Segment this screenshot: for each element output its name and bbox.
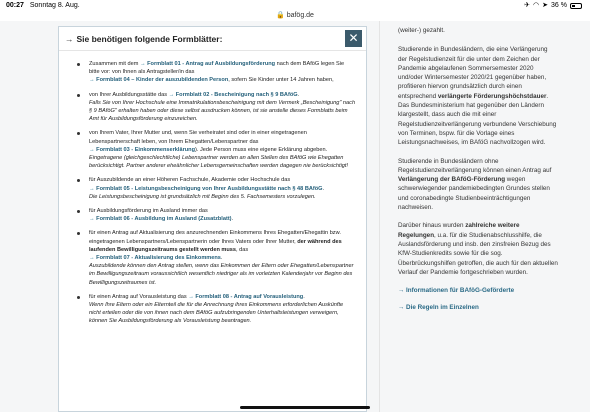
rules-link[interactable]: → Die Regeln im Einzelnen	[398, 304, 479, 312]
arrow-right-icon: →	[89, 77, 97, 84]
hint-text: Auszubildende können den Antrag stellen, wenn das Einkommen der Eltern oder Ehegatten/Lebenspartner im Bewilligungszeitraum voraussichtlich wesentlich niedriger als im vorletzten Kalenderjahr vor Beginn des Bewilligungszeitraumes ist.	[89, 263, 354, 286]
battery-icon	[570, 3, 582, 9]
paragraph: Studierende in Bundesländern, die eine Verlängerung der Regelstudienzeit für die unter dem Zeichen der Pandemie abgelaufenen Sommersemester 2020 und/oder Wintersemester 2020/21 gegenüber haben, profitieren hiervon grundsätzlich durch einen entsprechend verlängerte Förderungshöchstdauer. Das Bundesministerium hat gegenüber den Ländern klargestellt, dass auch die mit einer Regelstudienzeitverlängerung verbundene Verschiebung von Terminen, bspw. für die Vorlage eines Leistungsnachweises, im BAföG nachvollzogen wird.	[398, 46, 557, 147]
paragraph: Darüber hinaus wurden zahlreiche weitere Regelungen, u.a. für die Studienabschlusshilfe, die Auslandsförderung und insb. den zinsfreien Bezug des KfW-Studienkredits sowie für die sog. Überbrückungshilfen getroffen, die auch für den aktuellen Verlauf der Pandemie fortgeschrieben wurden.	[398, 222, 558, 276]
url-text: bafög.de	[286, 12, 314, 19]
wifi-icon: ◠	[533, 2, 540, 9]
list-item: von Ihrer Ausbildungsstätte das → Formblatt 02 - Bescheinigung nach § 9 BAföG. Falls Sie von Ihrer Hochschule eine Immatrikulationsbescheinigung mit dem Vermerk „Bescheinigung" nach § 9 BAföG" erhalten haben oder diese selbst ausdrucken können, ist sie anstelle dieses Formblatts beim Amt für Ausbildungsförderung einzureichen.	[77, 91, 356, 124]
hint-text: Falls Sie von Ihrer Hochschule eine Immatrikulationsbescheinigung mit dem Vermerk „Bescheinigung" nach § 9 BAföG" erhalten haben oder diese selbst ausdrucken können, ist sie anstelle dieses Formblatts beim Amt für Ausbildungsförderung einzureichen.	[89, 99, 356, 123]
list-item: Zusammen mit dem → Formblatt 01 - Antrag auf Ausbildungsförderung nach dem BAföG legen Sie bitte vor: von Ihnen als Antragsteller/in das → Formblatt 04 – Kinder der auszubildenden Person, sofern Sie Kinder unter 14 Jahren haben,	[77, 60, 356, 85]
arrow-right-icon: →	[89, 146, 97, 153]
battery-percent: 36 %	[551, 2, 567, 9]
info-link[interactable]: → Informationen für BAföG-Geförderte	[398, 287, 515, 295]
arrow-right-icon: →	[89, 255, 97, 262]
form-link-08[interactable]: → Formblatt 08 - Antrag auf Vorausleistung	[188, 293, 304, 300]
form-link-02[interactable]: → Formblatt 02 - Bescheinigung nach § 9 BAföG	[168, 91, 298, 98]
arrow-right-icon: →	[168, 91, 176, 98]
text-fragment: (weiter-) gezahlt.	[398, 27, 445, 34]
paragraph: Studierende in Bundesländern ohne Regelstudienzeitverlängerung können einen Antrag auf Verlängerung der BAföG-Förderung wegen schwerwiegender pandemiebedingten Grundes stellen und coronabedingte Studienbeeinträchtigungen nachweisen.	[398, 157, 552, 212]
sidebar-text	[398, 26, 558, 321]
arrow-right-icon: →	[89, 185, 97, 192]
location-icon: ➤	[542, 2, 549, 9]
divider	[379, 21, 380, 412]
modal-header	[59, 27, 366, 51]
arrow-right-icon: →	[89, 216, 97, 223]
list-item: für Auszubildende an einer Höheren Fachschule, Akademie oder Hochschule das → Formblatt 05 - Leistungsbescheinigung von Ihrer Ausbildungsstätte nach § 48 BAföG. Die Leistungsbescheinigung ist grundsätzlich mit Beginn des 5. Fachsemesters vorzulegen.	[77, 176, 356, 201]
list-item: für Ausbildungsförderung im Ausland immer das → Formblatt 06 - Ausbildung im Ausland (Zusatzblatt).	[77, 207, 356, 223]
hint-text: Wenn Ihre Eltern oder ein Elternteil die für die Anrechnung ihres Einkommens erforderlichen Auskünfte nicht erteilen oder die von ihnen nach dem BAföG aufzubringenden Unterhaltsleistungen verweigern, können Sie Ausbildungsförderung als Vorausleistung beantragen.	[89, 302, 344, 325]
form-link-01[interactable]: → Formblatt 01 - Antrag auf Ausbildungsförderung	[139, 61, 276, 67]
airplane-icon: ✈	[524, 2, 531, 9]
modal-title: → Sie benötigen folgende Formblätter:	[65, 34, 223, 44]
hint-text: Die Leistungsbescheinigung ist grundsätzlich mit Beginn des 5. Fachsemesters vorzulegen.	[89, 193, 316, 200]
address-bar[interactable]	[0, 10, 590, 21]
form-link-04[interactable]: → Formblatt 04 – Kinder der auszubildenden Person	[89, 77, 229, 84]
lock-icon: 🔒	[276, 12, 285, 19]
form-link-06[interactable]: → Formblatt 06 - Ausbildung im Ausland (Zusatzblatt)	[89, 216, 232, 223]
scroll-indicator[interactable]	[240, 406, 370, 409]
form-link-03[interactable]: → Formblatt 03 - Einkommenserklärung	[89, 146, 196, 153]
arrow-right-icon: →	[65, 34, 74, 44]
close-button[interactable]: ✕	[345, 30, 362, 47]
list-item: für einen Antrag auf Vorausleistung das → Formblatt 08 - Antrag auf Vorausleistung. Wenn Ihre Eltern oder ein Elternteil die für die Anrechnung ihres Einkommens erforderlichen Auskünfte nicht erteilen oder die von ihnen nach dem BAföG aufzubringenden Unterhaltsleistungen verweigern, können Sie Ausbildungsförderung als Vorausleistung beantragen.	[77, 293, 356, 326]
list-item: für einen Antrag auf Aktualisierung des anzurechnenden Einkommens Ihres Ehegatten/Ehegattin bzw. eingetragenen Lebenspartners/Lebenspartnerin oder Ihres Vaters oder Ihrer Mutter, der während des laufenden Bewilligungszeitraums gestellt werden muss, das → Formblatt 07 - Aktualisierung des Einkommens. Auszubildende können den Antrag stellen, wenn das Einkommen der Eltern oder Ehegatten/Lebenspartner im Bewilligungszeitraum voraussichtlich wesentlich niedriger als im vorletzten Kalenderjahr vor Beginn des Bewilligungszeitraumes ist.	[77, 229, 356, 286]
forms-modal	[58, 26, 367, 412]
arrow-right-icon: →	[398, 287, 407, 295]
form-link-07[interactable]: → Formblatt 07 - Aktualisierung des Einkommens	[89, 255, 221, 262]
arrow-right-icon: →	[188, 293, 196, 300]
status-date: Sonntag 8. Aug.	[29, 2, 80, 9]
list-item: von Ihrem Vater, Ihrer Mutter und, wenn Sie verheiratet sind oder in einer eingetragenen Lebenspartnerschaft leben, von Ihrem Ehegatten/Lebenspartner das → Formblatt 03 - Einkommenserklärung). Jede Person muss eine eigene Erklärung abgeben. Eingetragene (gleichgeschlechtliche) Lebenspartner werden an allen Stellen des BAföG wie Ehegatten berücksichtigt. Partner anderer eheähnlicher Lebensgemeinschaften werden dagegen nie berücksichtigt!	[77, 129, 356, 170]
modal-body	[59, 51, 366, 326]
arrow-right-icon: →	[139, 61, 148, 67]
form-link-05[interactable]: → Formblatt 05 - Leistungsbescheinigung von Ihrer Ausbildungsstätte nach § 48 BAföG	[89, 185, 323, 192]
hint-text: Eingetragene (gleichgeschlechtliche) Lebenspartner werden an allen Stellen des BAföG wie Ehegatten berücksichtigt. Partner anderer eheähnlicher Lebensgemeinschaften werden dagegen nie berücksichtigt!	[89, 155, 349, 170]
arrow-right-icon: →	[398, 304, 407, 312]
status-time: 00:27	[6, 2, 24, 9]
